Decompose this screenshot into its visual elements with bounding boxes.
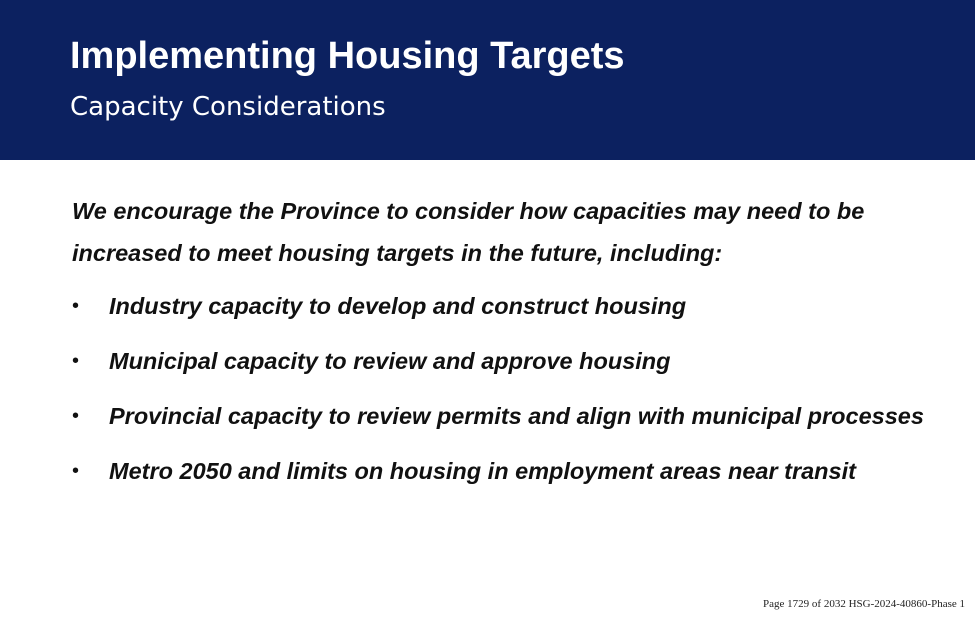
intro-paragraph: We encourage the Province to consider how capacities may need to be increased to meet housing targets in the future, including:: [72, 198, 865, 266]
bullet-text: Municipal capacity to review and approve housing: [109, 348, 671, 374]
bullet-item-industry-capacity: [72, 285, 932, 328]
bullet-item-metro-2050: [72, 450, 932, 493]
bullet-item-municipal-capacity: [72, 340, 932, 383]
bullet-text: Metro 2050 and limits on housing in employment areas near transit: [109, 458, 856, 484]
bullet-text: Industry capacity to develop and construct housing: [109, 293, 687, 319]
page-number-footer: Page 1729 of 2032 HSG-2024-40860-Phase 1: [763, 598, 965, 610]
bullet-icon: •: [72, 295, 80, 317]
bullet-icon: •: [72, 460, 80, 482]
bullet-icon: •: [72, 405, 80, 427]
bullet-icon: •: [72, 350, 80, 372]
slide-title: Implementing Housing Targets: [70, 35, 625, 77]
title-banner: [0, 0, 975, 160]
slide-subtitle: Capacity Considerations: [70, 92, 386, 122]
bullet-item-provincial-capacity: [72, 395, 932, 438]
bullet-list: [72, 285, 932, 505]
bullet-text: Provincial capacity to review permits and align with municipal processes: [109, 403, 924, 429]
